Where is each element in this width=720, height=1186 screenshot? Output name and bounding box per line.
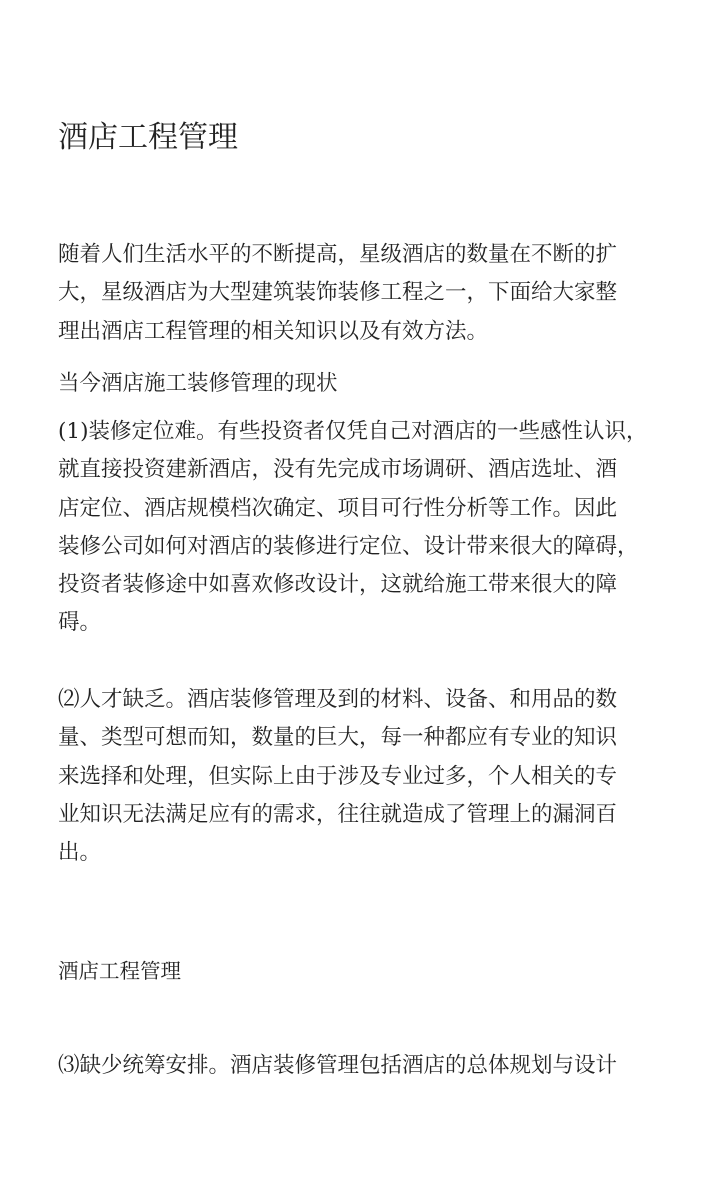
point-2-line: 出。 [58, 840, 102, 866]
intro-line: 大，星级酒店为大型建筑装饰装修工程之一，下面给大家整 [58, 280, 618, 306]
point-2-line: ⑵人才缺乏。酒店装修管理及到的材料、设备、和用品的数 [58, 687, 618, 712]
subtitle: 酒店工程管理 [58, 959, 181, 983]
point-3-line: ⑶缺少统筹安排。酒店装修管理包括酒店的总体规划与设计 [58, 1053, 618, 1078]
point-3-paragraph [58, 1047, 664, 1085]
point-2-line: 业知识无法满足应有的需求，往往就造成了管理上的漏洞百 [58, 801, 618, 827]
point-1-line: 投资者装修途中如喜欢修改设计，这就给施工带来很大的障 [58, 572, 618, 598]
article-title: 酒店工程管理 [58, 120, 238, 155]
intro-paragraph [58, 236, 664, 351]
section-heading: 当今酒店施工装修管理的现状 [58, 371, 338, 396]
point-2-line: 量、类型可想而知，数量的巨大，每一种都应有专业的知识 [58, 725, 618, 751]
point-2-line: 来选择和处理，但实际上由于涉及专业过多，个人相关的专 [58, 763, 618, 789]
point-2-paragraph [58, 681, 664, 872]
intro-line: 随着人们生活水平的不断提高，星级酒店的数量在不断的扩 [58, 242, 618, 267]
point-1-paragraph [58, 413, 664, 643]
point-1-line: 就直接投资建新酒店，没有先完成市场调研、酒店选址、酒 [58, 457, 618, 483]
point-1-line: 店定位、酒店规模档次确定、项目可行性分析等工作。因此 [58, 495, 618, 521]
point-1-line: 碍。 [58, 610, 102, 636]
point-1-line: 装修公司如何对酒店的装修进行定位、设计带来很大的障碍， [58, 533, 639, 559]
intro-line: 理出酒店工程管理的相关知识以及有效方法。 [58, 318, 489, 344]
point-1-line: (1)装修定位难。有些投资者仅凭自己对酒店的一些感性认识， [58, 419, 648, 444]
